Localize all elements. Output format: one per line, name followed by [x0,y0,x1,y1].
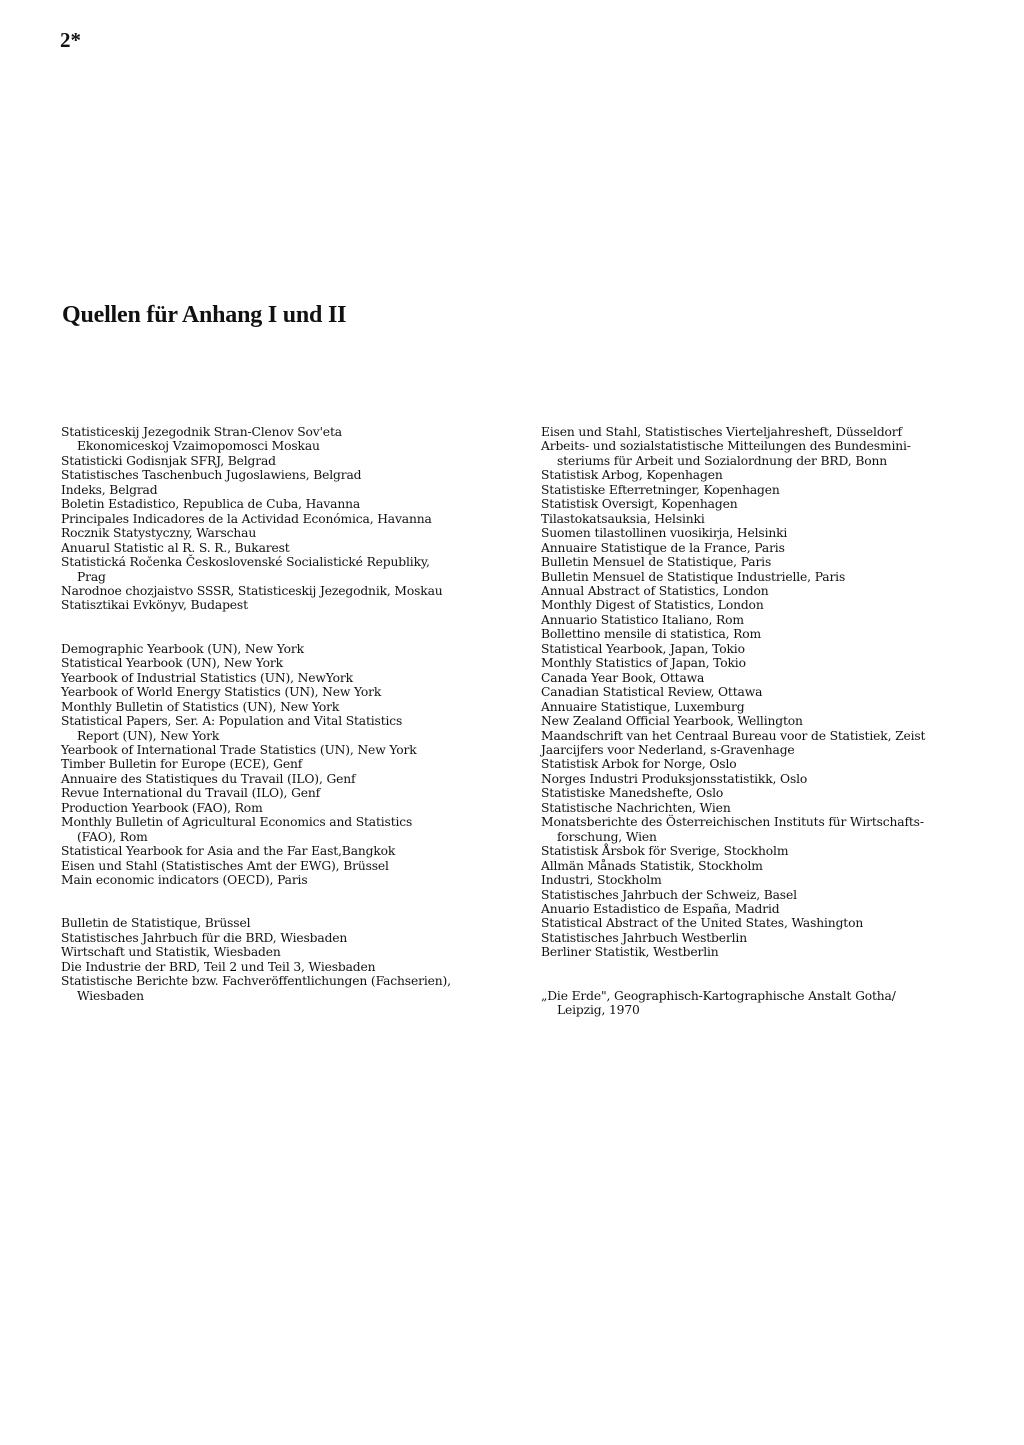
source-entry-line: Statistisk Oversigt, Kopenhagen [541,497,738,512]
source-entry [61,656,513,670]
source-entry-line: Yearbook of International Trade Statistics (UN), New York [61,742,417,757]
source-entry [541,700,993,714]
source-entry-line: Monthly Digest of Statistics, London [541,598,764,613]
source-entry [61,757,513,771]
source-entry [541,598,993,612]
source-entry [541,584,993,598]
source-entry [61,974,513,1003]
source-entry-line: Statistische Nachrichten, Wien [541,800,731,815]
source-entry-line: Bollettino mensile di statistica, Rom [541,627,762,642]
source-entry [61,454,513,468]
source-entry [61,714,513,743]
source-entry-line: Suomen tilastollinen vuosikirja, Helsinki [541,526,788,541]
source-entry-line: Statisticki Godisnjak SFRJ, Belgrad [61,453,276,468]
source-entry-line: Maandschrift van het Centraal Bureau voor de Statistiek, Zeist [541,728,926,743]
source-group-right-2 [541,989,993,1018]
source-entry [61,555,513,584]
source-entry-line: Eisen und Stahl (Statistisches Amt der EWG), Brüssel [61,858,389,873]
source-entry [541,902,993,916]
source-entry [541,483,993,497]
source-entry [61,598,513,612]
source-entry-line: Statistiske Manedshefte, Oslo [541,786,724,801]
source-entry-line: Indeks, Belgrad [61,482,158,497]
source-entry [541,685,993,699]
source-entry [61,700,513,714]
source-entry [541,931,993,945]
source-entry [541,743,993,757]
source-entry [541,888,993,902]
source-entry-line: Rocznik Statystyczny, Warschau [61,526,257,541]
source-entry-line: Statistical Yearbook for Asia and the Far East,Bangkok [61,844,396,859]
source-entry-line: Yearbook of Industrial Statistics (UN), NewYork [61,670,353,685]
source-entry [61,743,513,757]
source-entry-line: Statistisches Jahrbuch Westberlin [541,930,747,945]
source-group-right-1 [541,425,993,960]
source-entry [541,772,993,786]
source-entry-line: Statistisches Jahrbuch der Schweiz, Basel [541,887,797,902]
source-entry-line: Annuaire Statistique de la France, Paris [541,540,785,555]
source-entry [541,497,993,511]
source-entry [541,945,993,959]
source-entry [541,859,993,873]
source-entry-continuation: Prag [77,569,106,584]
source-entry-line: Statistisches Taschenbuch Jugoslawiens, Belgrad [61,468,362,483]
source-entry-line: Monthly Bulletin of Agricultural Economics and Statistics [61,815,413,830]
source-entry-line: Statistisk Årsbok för Sverige, Stockholm [541,844,789,859]
source-entry-line: Revue International du Travail (ILO), Genf [61,786,321,801]
source-entry [61,541,513,555]
source-entry [61,960,513,974]
source-entry [61,685,513,699]
source-entry-line: Bulletin Mensuel de Statistique Industrielle, Paris [541,569,846,584]
source-entry-line: Arbeits- und sozialstatistische Mitteilungen des Bundesmini- [541,439,911,454]
source-entry [61,425,513,454]
source-entry-line: Yearbook of World Energy Statistics (UN), New York [61,685,382,700]
source-entry [541,541,993,555]
source-entry [61,931,513,945]
source-entry-line: New Zealand Official Yearbook, Wellington [541,714,803,729]
source-entry [61,772,513,786]
source-entry-line: Monthly Bulletin of Statistics (UN), New York [61,699,340,714]
source-entry-continuation: (FAO), Rom [77,829,148,844]
source-entry-line: Principales Indicadores de la Actividad Económica, Havanna [61,511,432,526]
source-entry [541,989,993,1018]
source-entry-line: Bulletin Mensuel de Statistique, Paris [541,555,772,570]
source-entry [61,642,513,656]
source-entry-continuation: Ekonomiceskoj Vzaimopomosci Moskau [77,439,320,454]
source-entry [541,627,993,641]
source-entry [61,512,513,526]
source-entry-line: Canada Year Book, Ottawa [541,670,705,685]
source-entry [541,786,993,800]
source-entry-line: Annuaire Statistique, Luxemburg [541,699,745,714]
source-entry-line: Statistical Papers, Ser. A: Population and Vital Statistics [61,714,403,729]
source-entry-line: Statistiske Efterretninger, Kopenhagen [541,482,780,497]
source-entry [61,497,513,511]
source-entry [541,526,993,540]
source-entry-line: Statistisches Jahrbuch für die BRD, Wiesbaden [61,930,348,945]
source-entry-line: Demographic Yearbook (UN), New York [61,641,304,656]
source-group-left-1 [61,425,513,613]
source-entry [541,729,993,743]
source-entry [61,859,513,873]
source-entry-line: Annual Abstract of Statistics, London [541,583,769,598]
source-entry-line: „Die Erde", Geographisch-Kartographische Anstalt Gotha/ [541,988,896,1003]
source-entry [541,873,993,887]
source-entry-line: Statistisk Arbok for Norge, Oslo [541,757,737,772]
source-entry [61,844,513,858]
source-entry [61,786,513,800]
source-entry-line: Berliner Statistik, Westberlin [541,945,719,960]
source-entry [541,570,993,584]
source-entry [541,671,993,685]
source-entry [61,483,513,497]
source-entry [541,642,993,656]
source-entry [541,512,993,526]
page-marker: 2* [60,28,81,52]
source-entry-line: Statisticeskij Jezegodnik Stran-Clenov Sov'eta [61,425,342,439]
source-entry [61,468,513,482]
source-entry [541,468,993,482]
source-entry-line: Jaarcijfers voor Nederland, s-Gravenhage [541,742,795,757]
sources-column-left [61,425,513,1003]
source-entry-line: Annuaire des Statistiques du Travail (ILO), Genf [61,771,356,786]
source-entry [61,815,513,844]
source-entry-line: Narodnoe chozjaistvo SSSR, Statisticeskij Jezegodnik, Moskau [61,583,443,598]
source-entry [61,526,513,540]
source-entry-line: Industri, Stockholm [541,873,662,888]
source-entry-line: Main economic indicators (OECD), Paris [61,873,308,888]
source-entry-line: Allmän Månads Statistik, Stockholm [541,858,763,873]
source-entry-line: Eisen und Stahl, Statistisches Vierteljahresheft, Düsseldorf [541,425,902,439]
source-entry-line: Annuario Statistico Italiano, Rom [541,612,744,627]
source-entry-line: Statistical Yearbook (UN), New York [61,656,283,671]
source-entry-line: Timber Bulletin for Europe (ECE), Genf [61,757,303,772]
source-entry [541,439,993,468]
source-entry [61,584,513,598]
source-entry-line: Bulletin de Statistique, Brüssel [61,916,251,931]
source-entry [541,656,993,670]
source-entry-line: Norges Industri Produksjonsstatistikk, Oslo [541,771,808,786]
source-entry [61,916,513,930]
source-entry-line: Anuarul Statistic al R. S. R., Bukarest [61,540,290,555]
source-entry [541,801,993,815]
source-entry [541,844,993,858]
source-entry [541,757,993,771]
source-entry-line: Statistisk Arbog, Kopenhagen [541,468,723,483]
source-entry [541,555,993,569]
source-entry [61,671,513,685]
source-entry-line: Statistická Ročenka Československé Socialistické Republiky, [61,555,430,570]
source-entry [61,801,513,815]
source-entry-line: Boletin Estadistico, Republica de Cuba, Havanna [61,497,361,512]
source-entry-continuation: Report (UN), New York [77,728,220,743]
source-group-left-2 [61,642,513,888]
source-entry-continuation: steriums für Arbeit und Sozialordnung der BRD, Bonn [557,453,888,468]
source-entry-line: Production Yearbook (FAO), Rom [61,800,263,815]
source-entry-line: Monthly Statistics of Japan, Tokio [541,656,746,671]
source-entry-line: Anuario Estadistico de España, Madrid [541,901,780,916]
source-entry [541,425,993,439]
source-group-left-3 [61,916,513,1003]
source-entry-line: Canadian Statistical Review, Ottawa [541,685,763,700]
source-entry-continuation: forschung, Wien [557,829,657,844]
source-entry [541,815,993,844]
source-entry-line: Statistische Berichte bzw. Fachveröffentlichungen (Fachserien), [61,974,451,989]
source-entry-line: Tilastokatsauksia, Helsinki [541,511,705,526]
sources-column-right [541,425,993,1018]
source-entry-continuation: Wiesbaden [77,988,144,1003]
source-entry [541,714,993,728]
source-entry-line: Statisztikai Evkönyv, Budapest [61,598,248,613]
source-entry-line: Die Industrie der BRD, Teil 2 und Teil 3, Wiesbaden [61,959,376,974]
source-entry-line: Statistical Yearbook, Japan, Tokio [541,641,745,656]
source-entry-line: Statistical Abstract of the United States, Washington [541,916,864,931]
source-entry-line: Wirtschaft und Statistik, Wiesbaden [61,945,281,960]
source-entry [61,945,513,959]
section-title: Quellen für Anhang I und II [62,302,347,328]
source-entry-continuation: Leipzig, 1970 [557,1003,640,1018]
source-entry [541,916,993,930]
source-entry [541,613,993,627]
source-entry [61,873,513,887]
source-entry-line: Monatsberichte des Österreichischen Instituts für Wirtschafts- [541,815,924,830]
